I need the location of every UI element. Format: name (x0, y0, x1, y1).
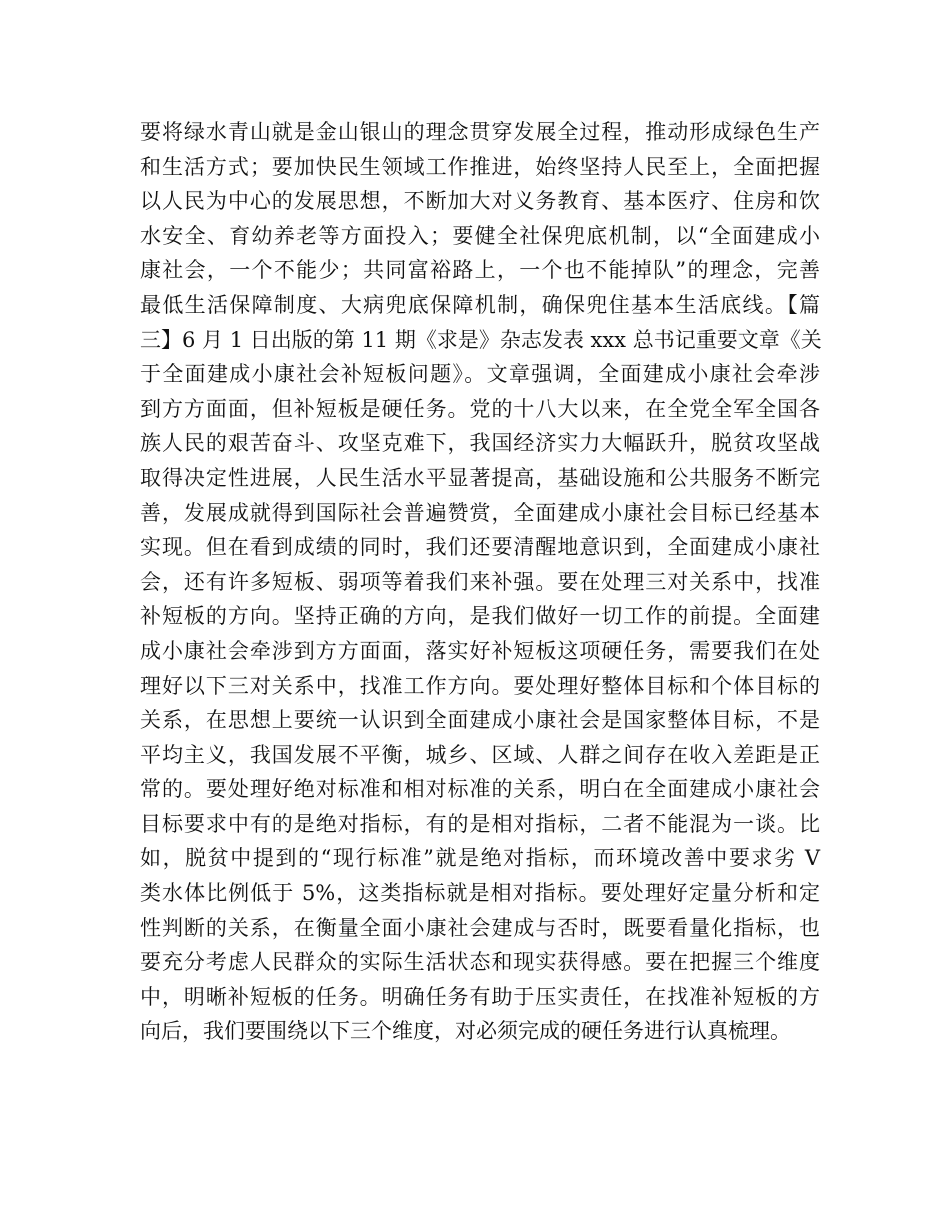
text-line: 族人民的艰苦奋斗、攻坚克难下，我国经济实力大幅跃升，脱贫攻坚战 (140, 431, 820, 456)
text-line: 理好以下三对关系中，找准工作方向。要处理好整体目标和个体目标的 (140, 673, 820, 698)
text-line: 如，脱贫中提到的“现行标准”就是绝对指标，而环境改善中要求劣 V (140, 846, 820, 871)
text-line: 要将绿水青山就是金山银山的理念贯穿发展全过程，推动形成绿色生产 (140, 120, 820, 144)
text-line: 关系，在思想上要统一认识到全面建成小康社会是国家整体目标，不是 (140, 708, 820, 733)
text-line: 性判断的关系，在衡量全面小康社会建成与否时，既要看量化指标，也 (140, 915, 820, 940)
text-line: 于全面建成小康社会补短板问题》。文章强调，全面建成小康社会牵涉 (140, 362, 820, 387)
text-line: 取得决定性进展，人民生活水平显著提高，基础设施和公共服务不断完 (140, 465, 820, 490)
text-line: 到方方面面，但补短板是硬任务。党的十八大以来，在全党全军全国各 (140, 396, 820, 421)
text-line: 最低生活保障制度、大病兜底保障机制，确保兜住基本生活底线。【篇 (140, 292, 820, 317)
text-line: 会，还有许多短板、弱项等着我们来补强。要在处理三对关系中，找准 (140, 569, 820, 594)
text-line: 常的。要处理好绝对标准和相对标准的关系，明白在全面建成小康社会 (140, 777, 820, 802)
text-line: 水安全、育幼养老等方面投入；要健全社保兜底机制，以“全面建成小 (140, 223, 820, 248)
text-line: 成小康社会牵涉到方方面面，落实好补短板这项硬任务，需要我们在处 (140, 638, 820, 663)
text-line: 平均主义，我国发展不平衡，城乡、区域、人群之间存在收入差距是正 (140, 742, 820, 767)
text-line: 善，发展成就得到国际社会普遍赞赏，全面建成小康社会目标已经基本 (140, 500, 820, 525)
text-line: 三】6 月 1 日出版的第 11 期《求是》杂志发表 xxx 总书记重要文章《关 (140, 327, 822, 352)
text-line: 类水体比例低于 5%，这类指标就是相对指标。要处理好定量分析和定 (140, 881, 820, 906)
text-line: 向后，我们要围绕以下三个维度，对必须完成的硬任务进行认真梳理。 (140, 1019, 791, 1044)
text-line: 康社会，一个不能少；共同富裕路上，一个也不能掉队”的理念，完善 (140, 258, 820, 283)
text-line: 要充分考虑人民群众的实际生活状态和现实获得感。要在把握三个维度 (140, 950, 820, 975)
text-line: 以人民为中心的发展思想，不断加大对义务教育、基本医疗、住房和饮 (140, 189, 820, 214)
text-line: 实现。但在看到成绩的同时，我们还要清醒地意识到，全面建成小康社 (140, 535, 820, 560)
text-line: 和生活方式；要加快民生领域工作推进，始终坚持人民至上，全面把握 (140, 154, 820, 179)
text-line: 目标要求中有的是绝对指标，有的是相对指标，二者不能混为一谈。比 (140, 811, 820, 836)
text-line: 补短板的方向。坚持正确的方向，是我们做好一切工作的前提。全面建 (140, 604, 820, 629)
text-line: 中，明晰补短板的任务。明确任务有助于压实责任，在找准补短板的方 (140, 984, 820, 1009)
body-text (140, 115, 820, 1049)
